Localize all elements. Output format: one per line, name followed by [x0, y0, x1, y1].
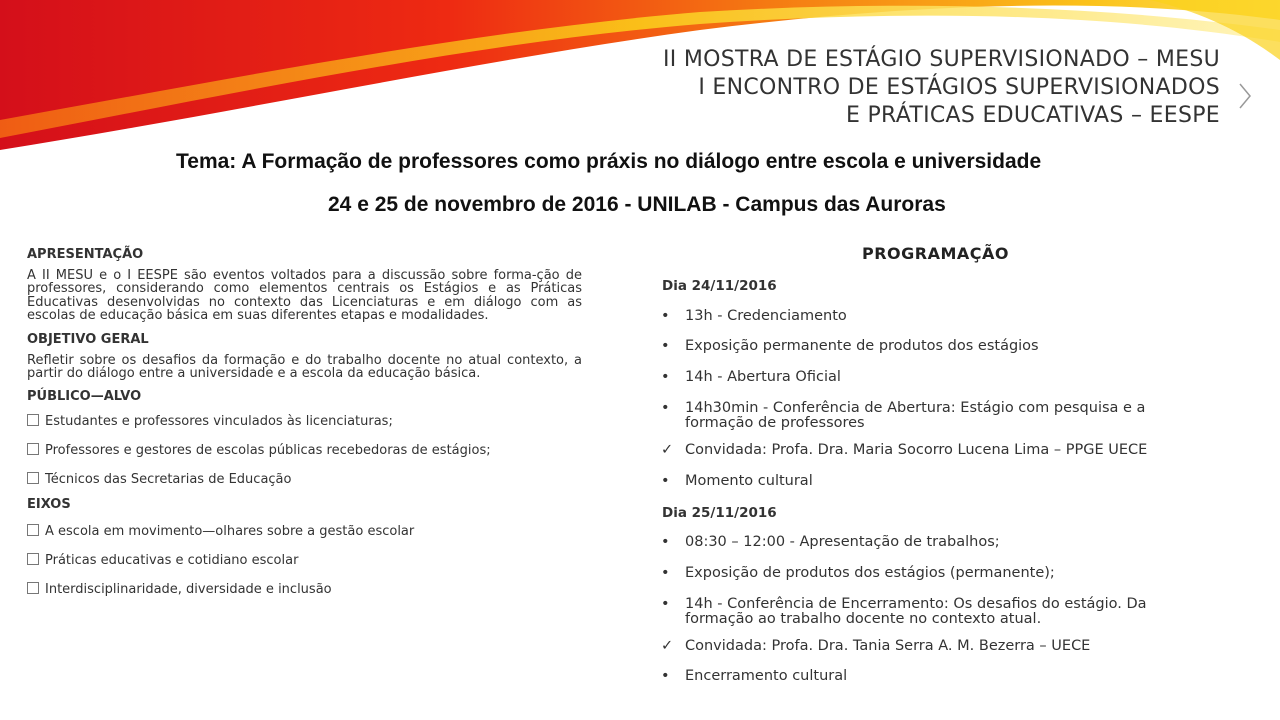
audience-item: Professores e gestores de escolas públicas recebedoras de estágios; [45, 443, 491, 459]
bullet-icon: • [661, 308, 670, 324]
list-item [27, 407, 582, 436]
program-heading: PROGRAMAÇÃO [862, 244, 1010, 263]
list-item [660, 309, 1225, 324]
checkbox-placeholder-icon [27, 443, 39, 455]
list-item [660, 443, 1225, 458]
bullet-icon: • [661, 473, 670, 489]
list-item [27, 575, 582, 604]
list-item [660, 566, 1225, 581]
axes-heading: EIXOS [27, 497, 71, 513]
list-item [660, 597, 1215, 627]
list-item [27, 546, 582, 575]
checkbox-placeholder-icon [27, 472, 39, 484]
audience-item: Técnicos das Secretarias de Educação [45, 472, 292, 488]
bullet-icon: • [661, 668, 670, 684]
list-item [660, 474, 1225, 489]
list-item [660, 339, 1225, 354]
program-item: 14h - Abertura Oficial [685, 369, 841, 385]
presentation-heading: APRESENTAÇÃO [27, 247, 144, 262]
list-item [660, 401, 1205, 431]
chevron-right-icon [1238, 82, 1252, 110]
program-item: Exposição permanente de produtos dos estágios [685, 338, 1039, 354]
checkbox-placeholder-icon [27, 582, 39, 594]
audience-heading: PÚBLICO—ALVO [27, 389, 142, 405]
program-item: 08:30 – 12:00 - Apresentação de trabalhos; [685, 534, 1000, 550]
list-item [660, 669, 1225, 684]
title-line-3: E PRÁTICAS EDUCATIVAS – EESPE [845, 103, 1220, 128]
program-item: Momento cultural [685, 473, 813, 489]
day-2-label: Dia 25/11/2016 [662, 505, 777, 521]
title-line-2: I ENCONTRO DE ESTÁGIOS SUPERVISIONADOS [698, 75, 1220, 100]
axis-item: Práticas educativas e cotidiano escolar [45, 553, 299, 569]
objective-text: Refletir sobre os desafios da formação e do trabalho docente no atual contexto, a partir do diálogo entre a universidade e a escola da educação básica. [27, 352, 582, 382]
audience-list [27, 407, 582, 494]
program-item: 13h - Credenciamento [685, 308, 847, 324]
objective-heading: OBJETIVO GERAL [27, 331, 149, 347]
bullet-icon: • [661, 596, 670, 612]
bullet-icon: • [661, 369, 670, 385]
checkbox-placeholder-icon [27, 553, 39, 565]
list-item [27, 517, 582, 546]
axis-item: Interdisciplinaridade, diversidade e inclusão [45, 582, 332, 598]
left-column [27, 246, 582, 604]
event-dates: 24 e 25 de novembro de 2016 - UNILAB - Campus das Auroras [328, 193, 946, 216]
slide-title [663, 46, 1220, 130]
checkbox-placeholder-icon [27, 414, 39, 426]
program-item: 14h30min - Conferência de Abertura: Estágio com pesquisa e a formação de professores [685, 400, 1146, 431]
program-item: Encerramento cultural [685, 668, 848, 684]
check-icon: ✓ [661, 638, 674, 654]
bullet-icon: • [661, 565, 670, 581]
check-icon: ✓ [661, 442, 674, 458]
event-theme: Tema: A Formação de professores como práxis no diálogo entre escola e universidade [176, 150, 1042, 173]
axes-list [27, 517, 582, 604]
presentation-text: A II MESU e o I EESPE são eventos voltados para a discussão sobre forma-ção de professores, considerando como elementos centrais os Estágios e as Práticas Educativas desenvolvidas no contexto das Licenciaturas e em diálogo com as escolas de educação básica em suas diferentes etapas e modalidades. [27, 268, 582, 324]
list-item [660, 535, 1225, 550]
title-line-1: II MOSTRA DE ESTÁGIO SUPERVISIONADO – MESU [663, 47, 1220, 72]
program-item: 14h - Conferência de Encerramento: Os desafios do estágio. Da formação ao trabalho docente no contexto atual. [685, 596, 1147, 627]
axis-item: A escola em movimento—olhares sobre a gestão escolar [45, 524, 415, 540]
list-item [660, 639, 1225, 654]
program-item: Convidada: Profa. Dra. Tania Serra A. M. Bezerra – UECE [685, 638, 1091, 654]
list-item [27, 436, 582, 465]
bullet-icon: • [661, 338, 670, 354]
list-item [660, 370, 1225, 385]
bullet-icon: • [661, 400, 670, 416]
program-item: Convidada: Profa. Dra. Maria Socorro Lucena Lima – PPGE UECE [685, 442, 1148, 458]
checkbox-placeholder-icon [27, 524, 39, 536]
program-item: Exposição de produtos dos estágios (permanente); [685, 565, 1055, 581]
list-item [27, 465, 582, 494]
day-1-label: Dia 24/11/2016 [662, 278, 777, 294]
bullet-icon: • [661, 534, 670, 550]
audience-item: Estudantes e professores vinculados às licenciaturas; [45, 414, 393, 430]
